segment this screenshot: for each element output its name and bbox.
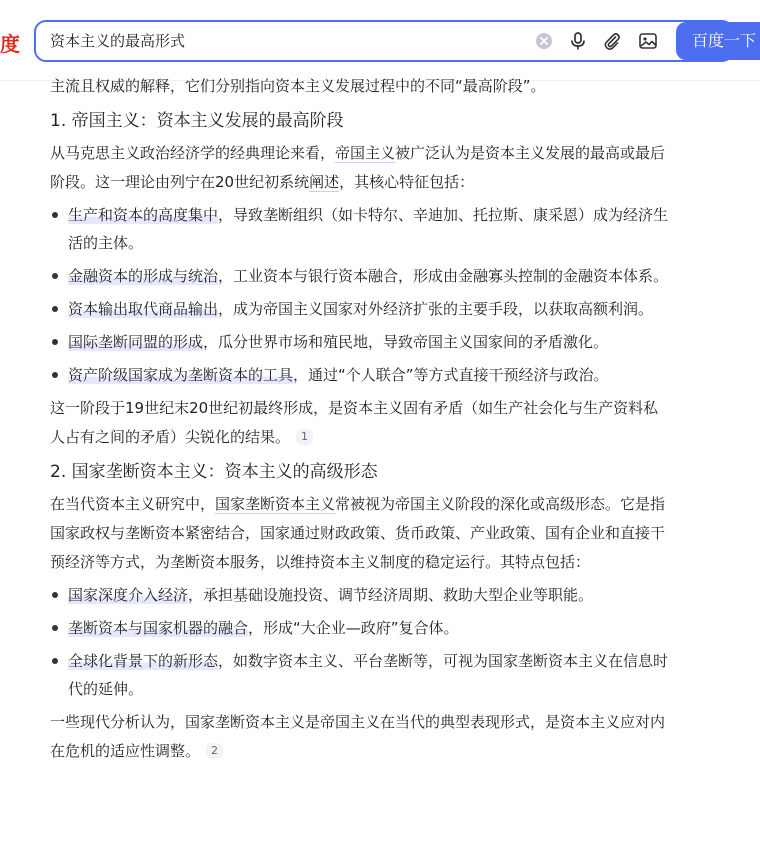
section-1-outro bbox=[50, 394, 670, 452]
bullet-dot bbox=[52, 625, 58, 631]
bullet-text: ，如数字资本主义、平台垄断等，可视为国家垄断资本主义在信息时代的延伸。 bbox=[68, 652, 669, 698]
term-link-imperialism[interactable]: 帝国主义 bbox=[335, 144, 396, 162]
bullet-text: ，成为帝国主义国家对外经济扩张的主要手段，以获取高额利润。 bbox=[218, 300, 654, 318]
microphone-icon[interactable] bbox=[568, 31, 588, 51]
bullet-dot bbox=[52, 339, 58, 345]
term-link-elaborate[interactable]: 阐述 bbox=[309, 173, 340, 191]
highlight-term[interactable]: 资本输出取代商品输出 bbox=[68, 300, 219, 318]
top-search-bar bbox=[0, 0, 760, 81]
section-2-outro bbox=[50, 708, 670, 766]
outro-text: 这一阶段于19世纪末20世纪初最终形成，是资本主义固有矛盾（如生产社会化与生产资料私人占有之间的矛盾）尖锐化的结果。 bbox=[50, 399, 659, 446]
bullet-text: ，工业资本与银行资本融合，形成由金融寡头控制的金融资本体系。 bbox=[218, 267, 669, 285]
highlight-term[interactable]: 全球化背景下的新形态 bbox=[68, 652, 219, 670]
list-item bbox=[50, 614, 670, 642]
list-item bbox=[50, 647, 670, 703]
intro-text: 被广泛认为是资本主义发展的最高或最后阶段。这一理论由列宁在20世纪初系统 bbox=[50, 144, 666, 191]
bullet-text: ，形成“大企业—政府”复合体。 bbox=[248, 619, 459, 637]
ai-answer-content bbox=[50, 72, 670, 766]
paperclip-icon[interactable] bbox=[602, 31, 622, 51]
section-1-title: 1. 帝国主义：资本主义发展的最高阶段 bbox=[50, 111, 344, 131]
highlight-term[interactable]: 垄断资本与国家机器的融合 bbox=[68, 619, 249, 637]
term-link-state-monopoly[interactable]: 国家垄断资本主义 bbox=[215, 495, 336, 513]
bullet-dot bbox=[52, 592, 58, 598]
bullet-text: ，承担基础设施投资、调节经济周期、救助大型企业等职能。 bbox=[188, 586, 594, 604]
section-1-intro bbox=[50, 139, 670, 197]
outro-text: 一些现代分析认为，国家垄断资本主义是帝国主义在当代的典型表现形式，是资本主义应对内在危机的适应性调整。 bbox=[50, 713, 666, 760]
highlight-term[interactable]: 国家深度介入经济 bbox=[68, 586, 189, 604]
bullet-text: ，导致垄断组织（如卡特尔、辛迪加、托拉斯、康采恩）成为经济生活的主体。 bbox=[68, 206, 669, 252]
list-item bbox=[50, 295, 670, 323]
highlight-term[interactable]: 国际垄断同盟的形成 bbox=[68, 333, 204, 351]
list-item bbox=[50, 201, 670, 257]
intro-text: 从马克思主义政治经济学的经典理论来看， bbox=[50, 144, 336, 162]
bullet-text: ，通过“个人联合”等方式直接干预经济与政治。 bbox=[293, 366, 609, 384]
search-box[interactable] bbox=[34, 20, 734, 62]
intro-text: 在当代资本主义研究中， bbox=[50, 495, 216, 513]
image-search-icon[interactable] bbox=[638, 31, 658, 51]
list-item bbox=[50, 262, 670, 290]
intro-text: 常被视为帝国主义阶段的深化或高级形态。它是指国家政权与垄断资本紧密结合，国家通过财政政策、货币政策、产业政策、国有企业和直接干预经济等方式，为垄断资本服务，以维持资本主义制度的稳定运行。其特点包括： bbox=[50, 495, 666, 571]
list-item bbox=[50, 328, 670, 356]
answer-intro: 主流且权威的解释，它们分别指向资本主义发展过程中的不同“最高阶段”。 bbox=[50, 77, 546, 95]
bullet-dot bbox=[52, 212, 58, 218]
search-button[interactable]: 百度一下 bbox=[676, 22, 760, 60]
citation-badge[interactable]: 1 bbox=[296, 429, 313, 445]
intro-text: ，其核心特征包括： bbox=[339, 173, 475, 191]
citation-badge[interactable]: 2 bbox=[206, 743, 223, 759]
bullet-dot bbox=[52, 372, 58, 378]
highlight-term[interactable]: 资产阶级国家成为垄断资本的工具 bbox=[68, 366, 294, 384]
section-2-bullets bbox=[50, 581, 670, 703]
clear-icon[interactable] bbox=[534, 31, 554, 51]
list-item bbox=[50, 361, 670, 389]
bullet-dot bbox=[52, 306, 58, 312]
list-item bbox=[50, 581, 670, 609]
bullet-dot bbox=[52, 658, 58, 664]
bullet-dot bbox=[52, 273, 58, 279]
section-1-bullets bbox=[50, 201, 670, 389]
section-2-intro bbox=[50, 490, 670, 577]
bullet-text: ，瓜分世界市场和殖民地，导致帝国主义国家间的矛盾激化。 bbox=[203, 333, 609, 351]
section-2-title: 2. 国家垄断资本主义：资本主义的高级形态 bbox=[50, 462, 378, 482]
search-input[interactable]: 资本主义的最高形式 bbox=[50, 32, 186, 50]
baidu-logo-fragment[interactable]: 度 bbox=[0, 32, 20, 56]
highlight-term[interactable]: 金融资本的形成与统治 bbox=[68, 267, 219, 285]
highlight-term[interactable]: 生产和资本的高度集中 bbox=[68, 206, 219, 224]
